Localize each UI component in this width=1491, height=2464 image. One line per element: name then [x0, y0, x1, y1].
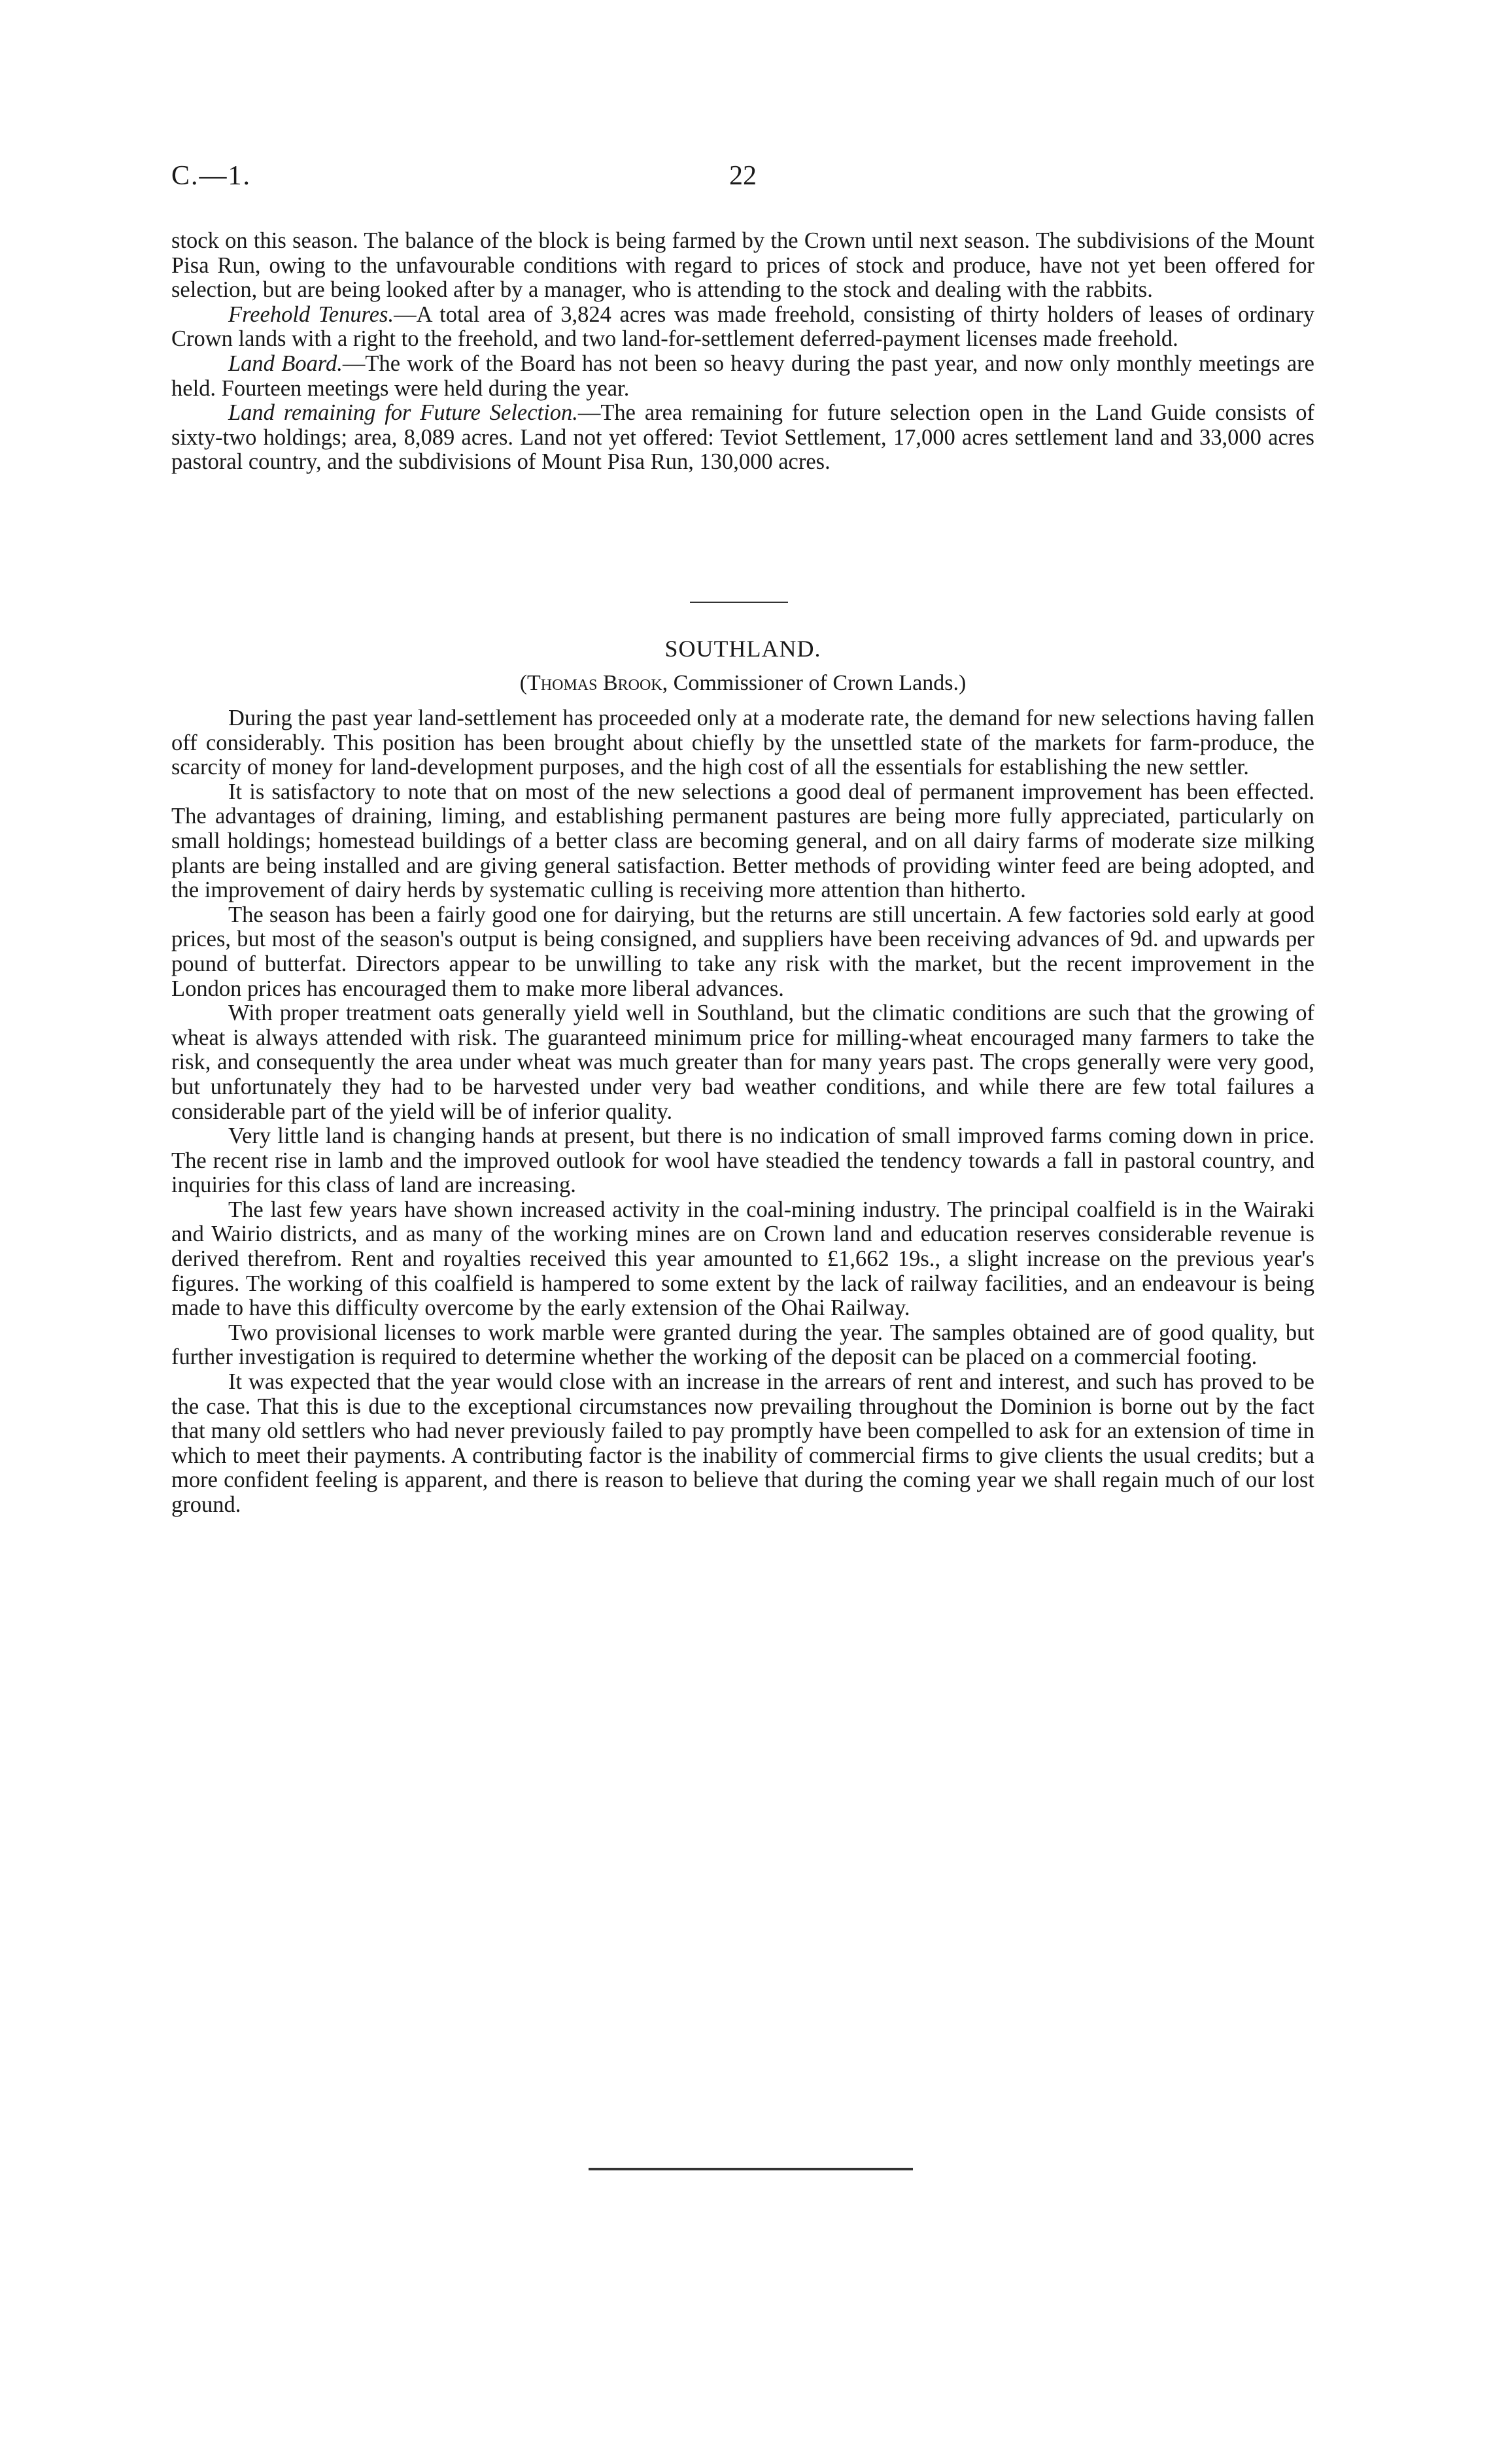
paragraph: Two provisional licenses to work marble were granted during the year. The samples obtained are of good quality, but further investigation is required to determine whether the working of the deposit can be placed on a commercial footing.	[171, 1320, 1314, 1370]
paragraph-heading: Freehold Tenures.	[228, 301, 394, 327]
paragraph-freehold	[171, 303, 1314, 352]
paragraph: Very little land is changing hands at present, but there is no indication of small improved farms coming down in price. The recent rise in lamb and the improved outlook for wool have steadied the tendency towards a fall in pastoral country, and inquiries for this class of land are increasing.	[171, 1123, 1314, 1198]
paragraph: During the past year land-settlement has proceeded only at a moderate rate, the demand for new selections having fallen off considerably. This position has been brought about chiefly by the unsettled state of the markets for farm-produce, the scarcity of money for land-development purposes, and the high cost of all the essentials for establishing the new settler.	[171, 706, 1314, 780]
commissioner-name: Thomas Brook	[527, 671, 662, 695]
page-number: 22	[729, 161, 757, 191]
paragraph: It was expected that the year would close with an increase in the arrears of rent and interest, and such has proved to be the case. That this is due to the exceptional circumstances now prevailing throughout the Dominion is borne out by the fact that many old settlers who had never previously failed to pay promptly have been compelled to ask for an extension of time in which to meet their payments. A contributing factor is the inability of commercial firms to give clients the usual credits; but a more confident feeling is apparent, and there is reason to believe that during the coming year we shall regain much of our lost ground.	[171, 1369, 1314, 1517]
southland-text	[171, 706, 1314, 1518]
byline-open: (	[519, 671, 528, 695]
byline-title: , Commissioner of Crown Lands.)	[662, 671, 967, 695]
paragraph: It is satisfactory to note that on most of the new selections a good deal of permanent improvement has been effected. The advantages of draining, liming, and establishing permanent pastures are being more fully appreciated, particularly on small holdings; homestead buildings of a better class are becoming general, and on all dairy farms of moderate size milking plants are being installed and are giving general satisfaction. Better methods of providing winter feed are being adopted, and the improvement of dairy herds by systematic culling is receiving more attention than hitherto.	[171, 779, 1314, 903]
document-code: C.—1.	[171, 161, 252, 191]
paragraph: With proper treatment oats generally yield well in Southland, but the climatic conditions are such that the growing of wheat is always attended with risk. The guaranteed minimum price for milling-wheat encouraged many farmers to take the risk, and consequently the area under wheat was much greater than for many years past. The crops generally were very good, but unfortunately they had to be harvested under very bad weather conditions, and while there are few total failures a considerable part of the yield will be of inferior quality.	[171, 1001, 1314, 1124]
paragraph-land-board	[171, 352, 1314, 401]
commissioner-byline	[171, 671, 1314, 696]
paragraph-heading: Land remaining for Future Selection.	[228, 400, 578, 426]
end-rule	[589, 2168, 913, 2170]
continuation-text	[171, 229, 1314, 475]
page-header	[171, 160, 1314, 199]
section-title: SOUTHLAND.	[664, 636, 821, 662]
paragraph-land-remaining	[171, 401, 1314, 475]
paragraph: stock on this season. The balance of the block is being farmed by the Crown until next season. The subdivisions of the Mount Pisa Run, owing to the unfavourable conditions with regard to prices of stock and produce, have not yet been offered for selection, but are being looked after by a manager, who is attending to the stock and dealing with the rabbits.	[171, 228, 1314, 303]
paragraph-heading: Land Board.	[228, 351, 343, 376]
paragraph: The season has been a fairly good one for dairying, but the returns are still uncertain. A few factories sold early at good prices, but most of the season's output is being consigned, and suppliers have been receiving advances of 9d. and upwards per pound of butterfat. Directors appear to be unwilling to take any risk with the market, but the recent improvement in the London prices has encouraged them to make more liberal advances.	[171, 902, 1314, 1001]
paragraph-body: —A total area of 3,824 acres was made freehold, consisting of thirty holders of leases of ordinary Crown lands with a right to the freehold, and two land-for-settlement deferred-payment licenses made freehold.	[171, 301, 1314, 352]
section-divider	[690, 602, 788, 603]
paragraph: The last few years have shown increased activity in the coal-mining industry. The principal coalfield is in the Wairaki and Wairio districts, and as many of the working mines are on Crown land and education reserves considerable revenue is derived therefrom. Rent and royalties received this year amounted to £1,662 19s., a slight increase on the previous year's figures. The working of this coalfield is hampered to some extent by the lack of railway facilities, and an endeavour is being made to have this difficulty overcome by the early extension of the Ohai Railway.	[171, 1197, 1314, 1321]
paragraph-body: —The area remaining for future selection open in the Land Guide consists of sixty-two holdings; area, 8,089 acres. Land not yet offered: Teviot Settlement, 17,000 acres settlement land and 33,000 acres pastoral country, and the subdivisions of Mount Pisa Run, 130,000 acres.	[171, 400, 1314, 475]
paragraph-body: —The work of the Board has not been so heavy during the past year, and now only monthly meetings are held. Fourteen meetings were held during the year.	[171, 351, 1314, 401]
